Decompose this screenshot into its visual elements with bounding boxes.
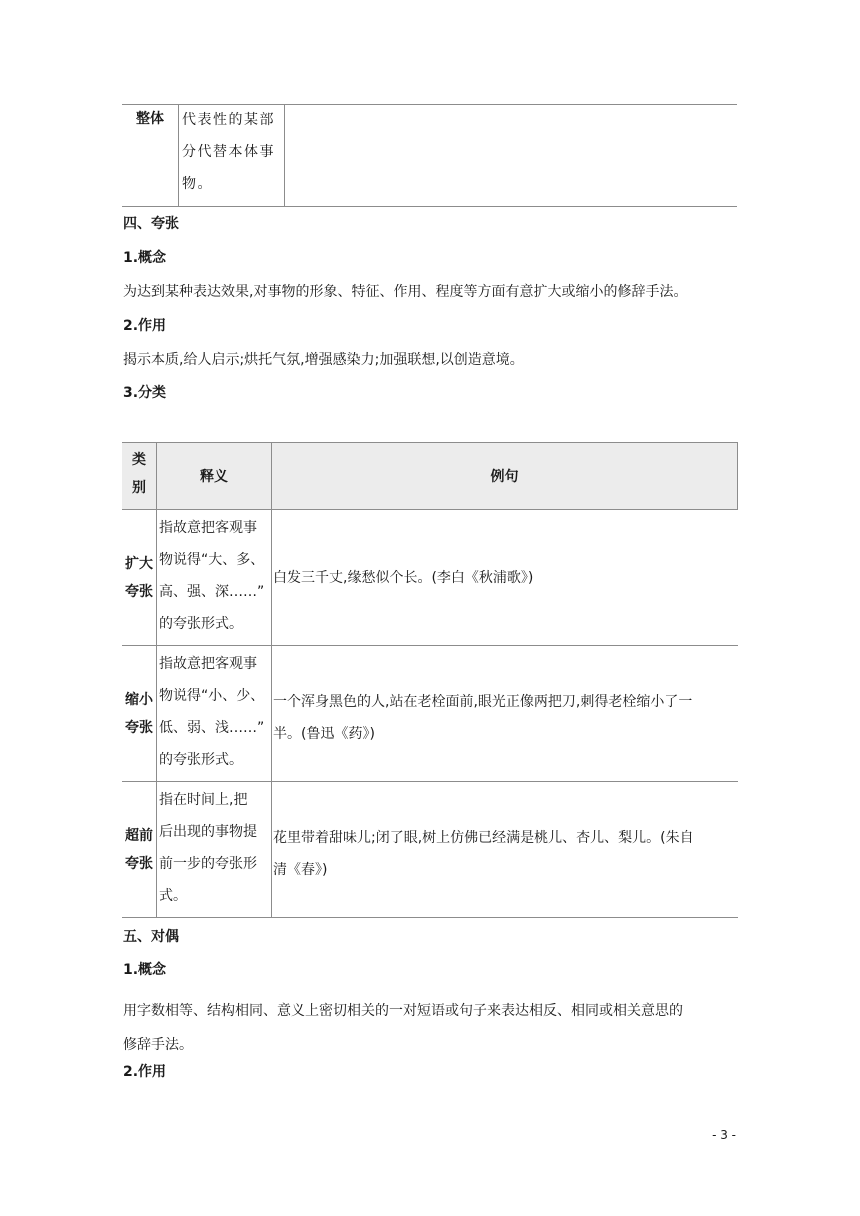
section-heading: 五、对偶	[123, 929, 179, 945]
concept-text-line: 修辞手法。	[123, 1037, 193, 1053]
section-heading: 四、夸张	[123, 216, 179, 232]
row-label	[122, 822, 156, 878]
row-definition-line: 后出现的事物提	[159, 824, 257, 840]
table2-row-divider	[122, 781, 738, 782]
row-definition-line: 指故意把客观事	[159, 656, 257, 672]
row-label-line: 夸张	[125, 856, 153, 872]
table1-desc-line: 代表性的某部	[182, 112, 275, 128]
row-definition	[159, 648, 271, 776]
table2-right-border-header	[737, 442, 738, 509]
row-definition-line: 的夸张形式。	[159, 616, 243, 632]
table1-row-label: 整体	[136, 111, 164, 127]
header-category	[122, 446, 156, 502]
concept-text-line: 用字数相等、结构相同、意义上密切相关的一对短语或句子来表达相反、相同或相关意思的	[123, 1003, 683, 1019]
row-example	[273, 686, 737, 750]
row-example-line: 白发三千丈,缘愁似个长。(李白《秋浦歌》)	[273, 570, 534, 586]
table2-bottom-border	[122, 917, 738, 918]
row-definition-line: 物说得“小、少、	[159, 688, 265, 704]
row-label-line: 超前	[125, 828, 153, 844]
row-example	[273, 565, 737, 591]
subheading-function: 2.作用	[123, 1064, 167, 1080]
row-example-line: 一个浑身黑色的人,站在老栓面前,眼光正像两把刀,刺得老栓缩小了一	[273, 694, 693, 710]
row-definition-line: 低、弱、浅……”	[159, 720, 265, 736]
row-example-line: 清《春》)	[273, 862, 328, 878]
table2-col-divider-1	[156, 442, 157, 917]
row-label	[122, 550, 156, 606]
row-definition-line: 指在时间上,把	[159, 792, 248, 808]
subheading-concept: 1.概念	[123, 250, 167, 266]
row-example-line: 半。(鲁迅《药》)	[273, 726, 375, 742]
row-definition-line: 前一步的夸张形	[159, 856, 257, 872]
row-example-line: 花里带着甜味儿;闭了眼,树上仿佛已经满是桃儿、杏儿、梨儿。(朱自	[273, 830, 694, 846]
row-label-line: 夸张	[125, 584, 153, 600]
table2-col-divider-2	[271, 442, 272, 917]
row-definition-line: 指故意把客观事	[159, 520, 257, 536]
row-definition	[159, 512, 271, 640]
table1-bottom-border	[122, 206, 737, 207]
table1-desc	[182, 104, 282, 200]
row-definition-line: 高、强、深……”	[159, 584, 265, 600]
row-definition-line: 物说得“大、多、	[159, 552, 265, 568]
header-category-line: 类	[132, 452, 146, 468]
table1-desc-line: 物。	[182, 176, 213, 192]
table1-col-divider-2	[284, 104, 285, 206]
table1-col-divider-1	[178, 104, 179, 206]
header-example: 例句	[490, 469, 519, 485]
row-definition-line: 的夸张形式。	[159, 752, 243, 768]
table2-top-border	[122, 442, 738, 443]
header-definition: 释义	[200, 469, 228, 485]
table1-desc-line: 分代替本体事	[182, 144, 275, 160]
subheading-concept: 1.概念	[123, 962, 167, 978]
header-category-line: 别	[132, 480, 146, 496]
subheading-classification: 3.分类	[123, 385, 167, 401]
row-label-line: 夸张	[125, 720, 153, 736]
concept-text: 为达到某种表达效果,对事物的形象、特征、作用、程度等方面有意扩大或缩小的修辞手法。	[123, 284, 688, 300]
concept-text	[123, 994, 683, 1062]
row-definition	[159, 784, 271, 912]
row-definition-line: 式。	[159, 888, 187, 904]
table2-row-divider	[122, 645, 738, 646]
page-number: - 3 -	[712, 1128, 736, 1142]
row-label-line: 扩大	[125, 556, 153, 572]
row-label-line: 缩小	[125, 692, 153, 708]
subheading-function: 2.作用	[123, 318, 167, 334]
row-example	[273, 822, 737, 886]
row-label	[122, 686, 156, 742]
function-text: 揭示本质,给人启示;烘托气氛,增强感染力;加强联想,以创造意境。	[123, 352, 524, 368]
table2-header-bottom-border	[122, 509, 738, 510]
